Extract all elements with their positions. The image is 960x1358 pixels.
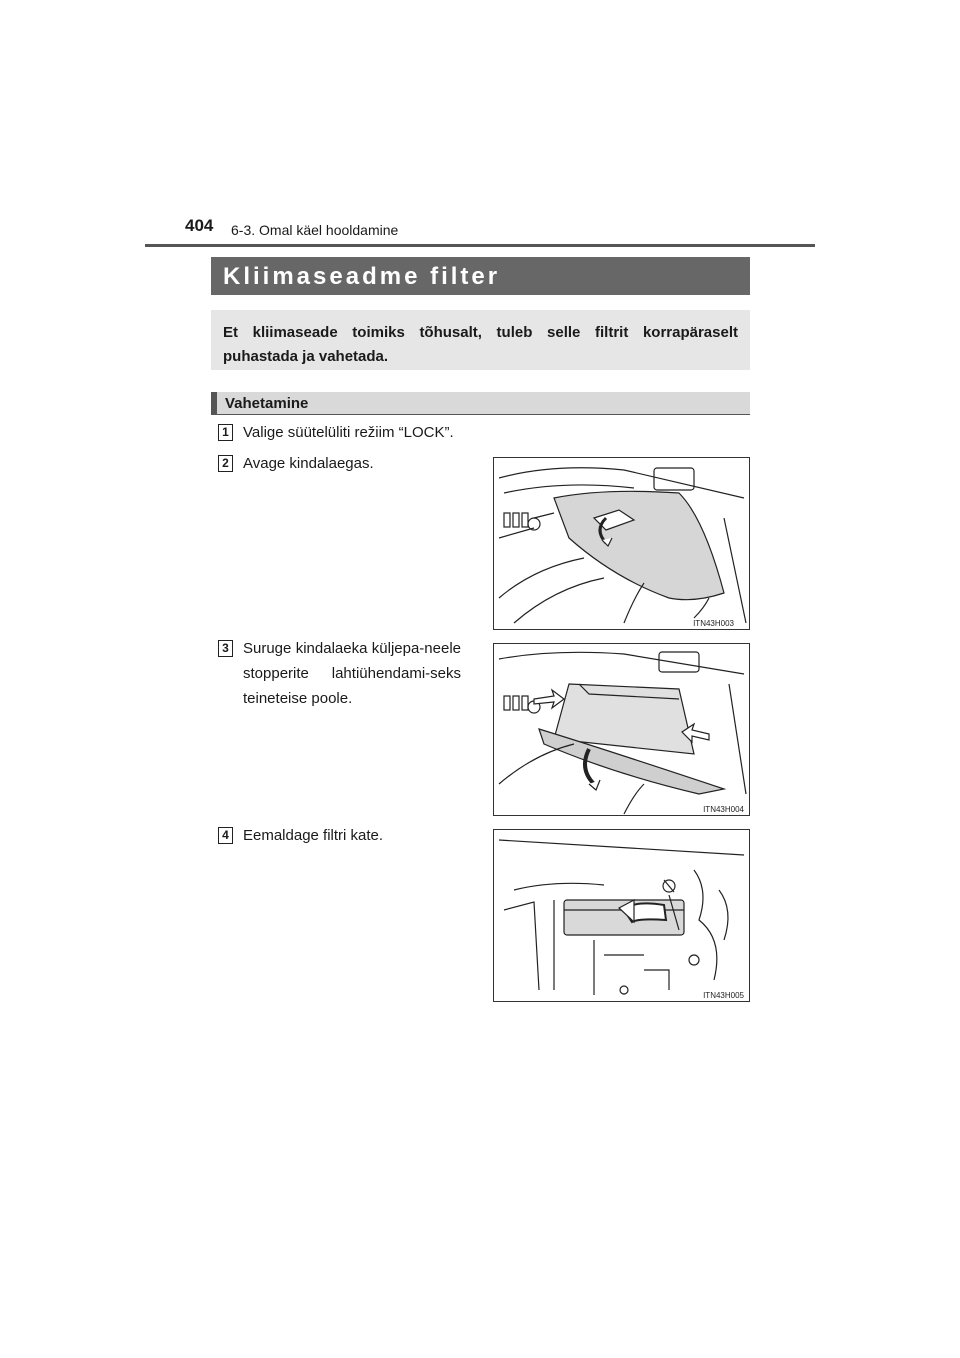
section-title-bar bbox=[211, 257, 750, 295]
step-2-badge: 2 bbox=[218, 455, 233, 472]
intro-box bbox=[211, 310, 750, 370]
step-3-text: Suruge kindalaeka küljepa-neele stopperite lahtiühendami-seks teineteise poole. bbox=[243, 640, 461, 707]
figure-filter-cover bbox=[493, 829, 750, 1002]
figure-glove-box-handle bbox=[493, 457, 750, 630]
figure-glove-box-stoppers bbox=[493, 643, 750, 816]
subsection-divider bbox=[211, 414, 750, 415]
filter-cover-illustration bbox=[494, 830, 751, 1003]
step-4-text: Eemaldage filtri kate. bbox=[243, 827, 384, 844]
intro-text: Et kliimaseade toimiks tõhusalt, tuleb selle filtrit korrapäraselt puhastada ja vahetada. bbox=[223, 324, 738, 365]
step-2-text: Avage kindalaegas. bbox=[243, 455, 374, 472]
figure-2-code: ITN43H004 bbox=[703, 805, 744, 814]
figure-1-code: ITN43H003 bbox=[693, 619, 734, 628]
header-divider bbox=[145, 244, 815, 247]
step-3-badge: 3 bbox=[218, 640, 233, 657]
section-title: Kliimaseadme filter bbox=[223, 263, 501, 290]
page-header bbox=[145, 214, 815, 248]
step-1-badge: 1 bbox=[218, 424, 233, 441]
glove-box-stoppers-illustration bbox=[494, 644, 751, 817]
step-1-text: Valige süütelüliti režiim “LOCK”. bbox=[243, 424, 454, 441]
glove-box-illustration bbox=[494, 458, 751, 631]
subsection-title: Vahetamine bbox=[225, 395, 309, 412]
step-4-badge: 4 bbox=[218, 827, 233, 844]
subsection-heading bbox=[211, 392, 750, 415]
figure-3-code: ITN43H005 bbox=[703, 991, 744, 1000]
page-number: 404 bbox=[185, 216, 214, 235]
section-reference: 6-3. Omal käel hooldamine bbox=[231, 222, 399, 238]
